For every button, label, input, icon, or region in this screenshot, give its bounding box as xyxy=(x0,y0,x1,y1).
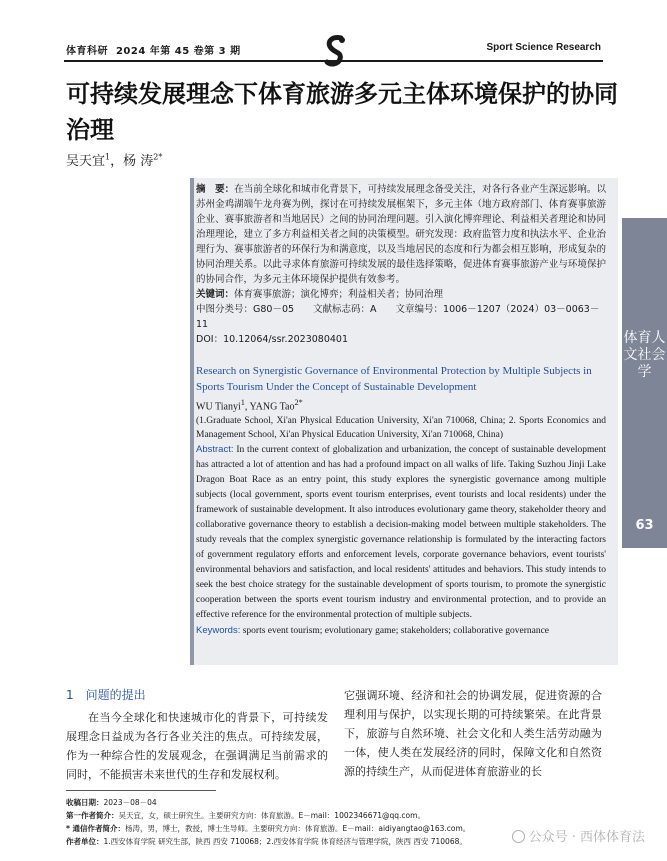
section-heading xyxy=(66,686,146,703)
english-keywords-text: sports event tourism; evolutionary game; stakeholders; collaborative governance xyxy=(240,626,550,637)
footnote-unit-value: 1.西安体育学院 研究生部，陕西 西安 710068；2.西安体育学院 体育经济与管理学院，陕西 西安 710068。 xyxy=(103,837,467,846)
footnote-first-value: 吴天宜，女，硕士研究生。主要研究方向：体育旅游。E－mail：1002346671@qq.com。 xyxy=(118,811,425,820)
footnote-corr-label: * 通信作者简介： xyxy=(66,824,126,833)
footnote-unit xyxy=(66,835,546,848)
english-authors xyxy=(196,395,606,414)
body-text-right: 它强调环境、经济和社会的协调发展，促进资源的合理利用与保护，以实现长期的可持续繁荣。在此背景下，旅游与自然环境、社会文化和人类生活劳动融为一体，使人类在发展经济的同时，保障文化和自然资源的持续生产，从而促进体育旅游业的长 xyxy=(344,689,602,778)
keywords-cn xyxy=(196,287,606,302)
abstract-cn-text: 在当前全球化和城市化背景下，可持续发展理念备受关注，对各行各业产生深远影响。以苏州金鸡湖端午龙舟赛为例，探讨在可持续发展框架下，多元主体（地方政府部门、体育赛事旅游企业、赛事旅游者和当地居民）之间的协同治理问题。引入演化博弈理论、利益相关者理论和协同治理理论，建立了多方利益相关者之间的决策模型。研究发现：政府监管力度和执法水平、企业治理行为、赛事旅游者的环保行为和满意度，以及当地居民的态度和行为都会相互影响，形成复杂的协同治理关系。以此寻求体育旅游可持续发展的最佳选择策略，促进体育赛事旅游产业与环境保护的协同合作，为多元主体环境保护提供有效参考。 xyxy=(196,184,606,285)
footnote-first-label: 第一作者简介： xyxy=(66,811,119,820)
body-text-left: 在当今全球化和快速城市化的背景下，可持续发展理念日益成为各行各业关注的焦点。可持续发展，作为一种综合性的发展观念，在强调满足当前需求的同时，不能损害未来世代的生存和发展权利。 xyxy=(66,711,328,781)
footnote-corr-value: 杨涛，男，博士，教授，博士生导师。主要研究方向：体育旅游。E－mail：aidiyangtao@163.com。 xyxy=(125,824,471,833)
abstract-cn xyxy=(196,182,606,287)
english-author-1-sup: 1 xyxy=(240,398,245,407)
author-sep: ， xyxy=(110,154,124,169)
english-keywords-label: Keywords: xyxy=(196,625,241,637)
english-affiliation: (1.Graduate School, Xi'an Physical Education University, Xi'an 710068, China; 2. Sports Economics and Management School, Xi'an Physical Education University, Xi'an 710068, China) xyxy=(196,416,606,441)
english-abstract-label: Abstract: xyxy=(196,444,234,456)
english-author-2: , YANG Tao xyxy=(244,401,295,413)
side-tab-category: 体育人文社会学 xyxy=(623,330,666,380)
keywords-cn-label: 关键词： xyxy=(196,289,235,300)
english-author-2-sup: 2* xyxy=(294,398,303,407)
abstract-cn-label: 摘 要： xyxy=(196,184,235,195)
footnote-unit-label: 作者单位： xyxy=(66,837,104,846)
english-title: Research on Synergistic Governance of Environmental Protection by Multiple Subjects in Sports Tourism Under the Concept of Sustainable Development xyxy=(196,365,592,393)
author-1-sup: 1 xyxy=(105,152,111,162)
doi-line[interactable]: DOI：10.12064/ssr.2023080401 xyxy=(196,334,349,345)
article-title: 可持续发展理念下体育旅游多元主体环境保护的协同治理 xyxy=(66,80,618,144)
watermark xyxy=(512,826,645,845)
english-abstract xyxy=(196,442,606,623)
english-abstract-text: In the current context of globalization and urbanization, the concept of sustainable development has attracted a lot of attention and has had a profound impact on all walks of life. Taking Suzhou Jinji Lake Dragon Boat Race as an entry point, this study explores the synergistic governance among multiple subjects (local government, sports event tourism enterprises, event tourists and local residents) under the framework of sustainable development. It also introduces evolutionary game theory, stakeholder theory and collaborative governance theory to establish a decision-making model between multiple stakeholders. The study reveals that the complex synergistic governance relationship is formulated by the interacting factors of government regulatory efforts and enforcement levels, corporate governance behaviors, event tourists' environmental behaviors and satisfaction, and local residents' attitudes and behaviors. This study intends to seek the best choice strategy for the sustainable development of sports tourism, to promote the synergistic cooperation between the sports event tourism industry and environmental protection, and to provide an effective reference for the environmental protection of multiple subjects. xyxy=(196,445,606,621)
section-side-tab xyxy=(622,218,667,548)
issue-info: 2024 年第 45 卷第 3 期 xyxy=(115,46,241,57)
footnote-rule xyxy=(66,790,216,791)
author-1: 吴天宜 xyxy=(66,154,106,169)
journal-name-en: Sport Science Research xyxy=(486,42,601,53)
journal-issue-header xyxy=(66,42,241,57)
classification-line: 中图分类号：G80－05 文献标志码：A 文章编号：1006－1207（2024）03－0063－11 xyxy=(196,304,600,330)
header-rule xyxy=(64,60,603,62)
author-2: 杨 涛 xyxy=(123,154,154,169)
page-number: 63 xyxy=(635,518,654,533)
section-number: 1 xyxy=(66,688,74,702)
author-2-sup: 2* xyxy=(153,152,163,162)
authors-cn xyxy=(66,150,162,169)
abstract-content xyxy=(196,182,606,639)
footnote-received xyxy=(66,796,546,809)
english-author-1: WU Tianyi xyxy=(196,401,241,413)
wechat-icon xyxy=(512,830,525,843)
footnote-corresponding xyxy=(66,822,546,835)
keywords-cn-text: 体育赛事旅游；演化博弈；利益相关者；协同治理 xyxy=(234,289,444,300)
footnotes xyxy=(66,796,546,848)
journal-name-cn: 体育科研 xyxy=(66,46,108,57)
english-keywords xyxy=(196,623,606,639)
footnote-received-value: 2023－08－04 xyxy=(103,798,157,807)
footnote-first-author xyxy=(66,809,546,822)
watermark-text: 公众号 · 西体体育法 xyxy=(528,830,645,845)
journal-logo-icon xyxy=(322,34,348,68)
section-title: 问题的提出 xyxy=(85,688,146,702)
footnote-received-label: 收稿日期： xyxy=(66,798,104,807)
